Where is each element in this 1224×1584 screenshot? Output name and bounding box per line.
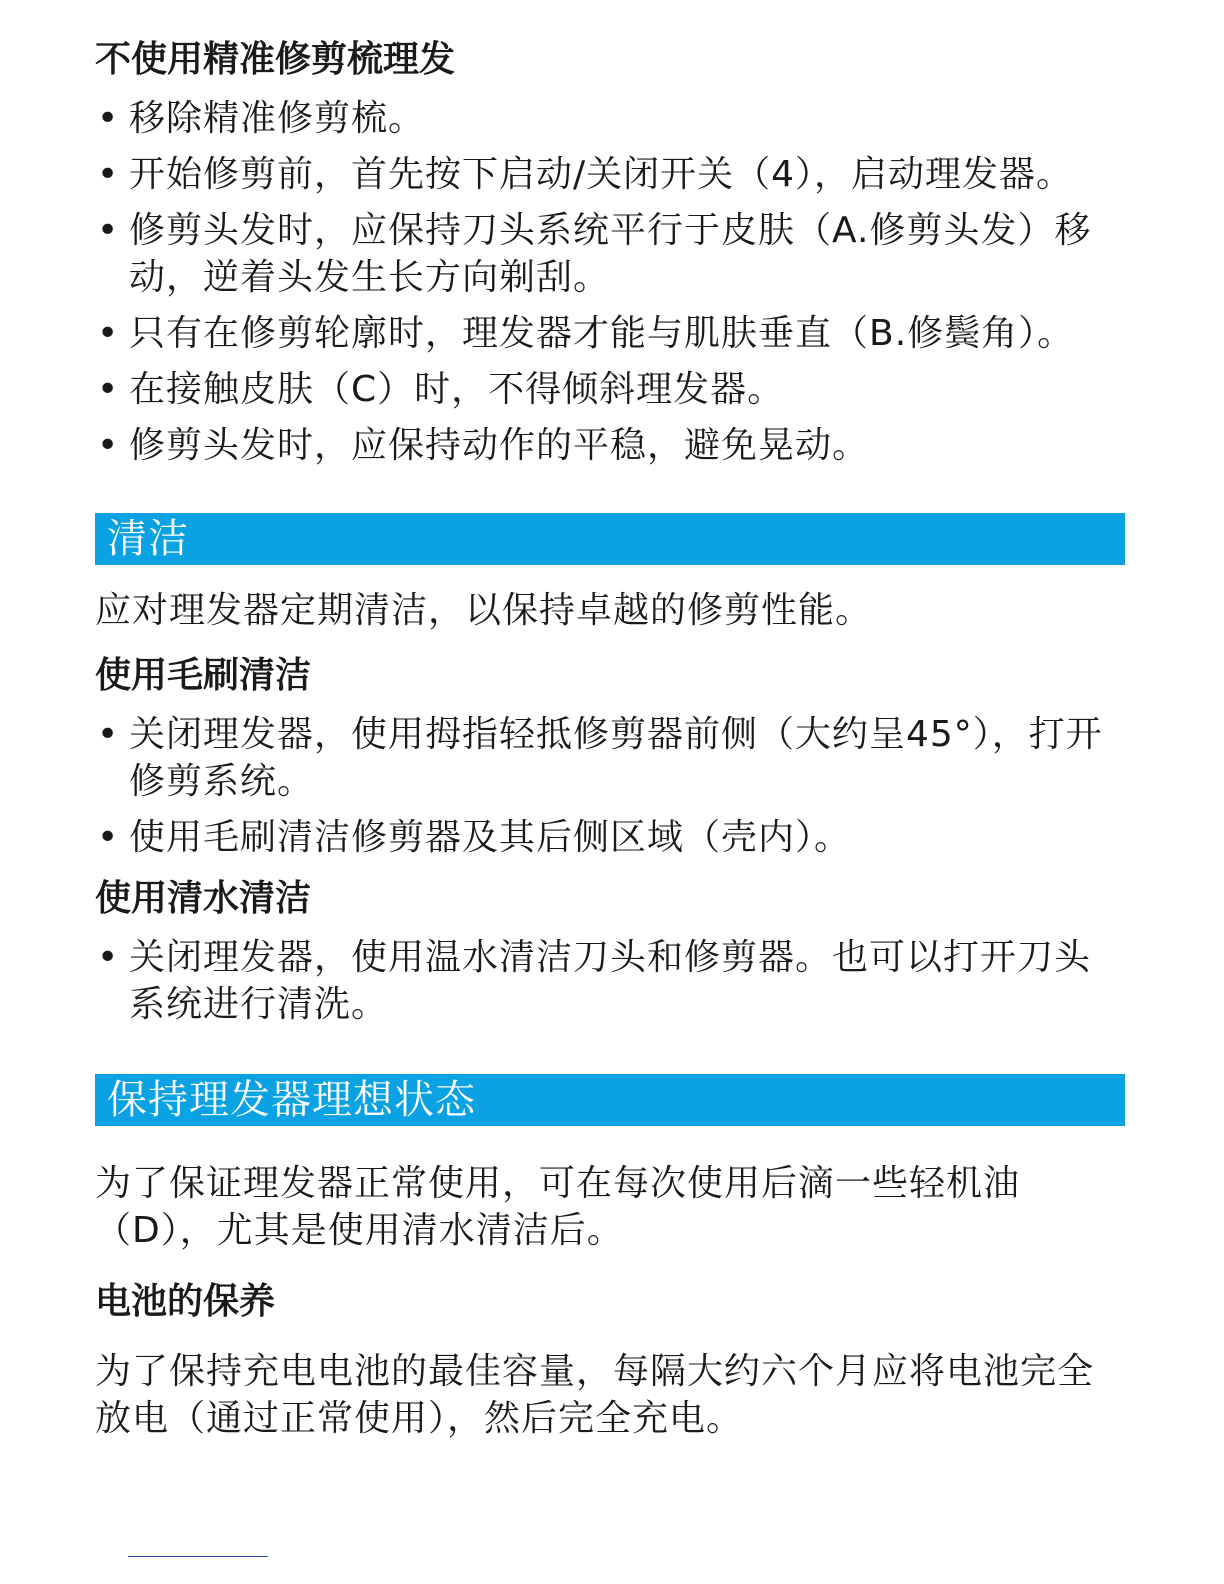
list-item-text: 开始修剪前，首先按下启动/关闭开关（4），启动理发器。 bbox=[129, 154, 1074, 195]
bullet-icon: • bbox=[97, 313, 120, 354]
list-item-text: 关闭理发器，使用拇指轻抵修剪器前侧（大约呈45°），打开修剪系统。 bbox=[129, 714, 1103, 802]
list-item bbox=[95, 95, 1125, 142]
list-item bbox=[95, 422, 1125, 469]
list-item-text: 使用毛刷清洁修剪器及其后侧区域（壳内）。 bbox=[129, 817, 852, 858]
page-content bbox=[95, 34, 1125, 1442]
bullet-list-water bbox=[95, 934, 1125, 1028]
bullet-icon: • bbox=[97, 817, 120, 858]
bullet-list-no-comb bbox=[95, 95, 1125, 469]
subheading-battery-care: 电池的保养 bbox=[95, 1281, 276, 1322]
footer-rule bbox=[128, 1556, 268, 1557]
maintenance-intro: 为了保证理发器正常使用，可在每次使用后滴一些轻机油（D），尤其是使用清水清洁后。 bbox=[95, 1163, 1021, 1251]
list-item-text: 只有在修剪轮廓时，理发器才能与肌肤垂直（B.修鬓角）。 bbox=[129, 313, 1075, 354]
list-item bbox=[95, 814, 1125, 861]
list-item bbox=[95, 934, 1125, 1028]
cleaning-intro: 应对理发器定期清洁，以保持卓越的修剪性能。 bbox=[95, 590, 873, 631]
section-title-cleaning: 清洁 bbox=[107, 516, 189, 562]
list-item-text: 修剪头发时，应保持刀头系统平行于皮肤（A.修剪头发）移动，逆着头发生长方向剃刮。 bbox=[129, 210, 1092, 298]
bullet-list-brush bbox=[95, 711, 1125, 861]
list-item-text: 移除精准修剪梳。 bbox=[129, 98, 426, 139]
bullet-icon: • bbox=[97, 210, 120, 251]
bullet-icon: • bbox=[97, 425, 120, 466]
subheading-brush-cleaning: 使用毛刷清洁 bbox=[95, 655, 312, 696]
list-item bbox=[95, 207, 1125, 301]
bullet-icon: • bbox=[97, 937, 120, 978]
list-item bbox=[95, 366, 1125, 413]
list-item-text: 关闭理发器，使用温水清洁刀头和修剪器。也可以打开刀头系统进行清洗。 bbox=[129, 937, 1092, 1025]
list-item bbox=[95, 151, 1125, 198]
section-title-maintenance: 保持理发器理想状态 bbox=[107, 1077, 476, 1123]
battery-care-text: 为了保持充电电池的最佳容量，每隔大约六个月应将电池完全放电（通过正常使用），然后完全充电。 bbox=[95, 1351, 1095, 1439]
list-item-text: 在接触皮肤（C）时，不得倾斜理发器。 bbox=[129, 369, 785, 410]
bullet-icon: • bbox=[97, 714, 120, 755]
bullet-icon: • bbox=[97, 98, 120, 139]
section-header-cleaning bbox=[95, 513, 1125, 565]
bullet-icon: • bbox=[97, 154, 120, 195]
list-item-text: 修剪头发时，应保持动作的平稳，避免晃动。 bbox=[129, 425, 870, 466]
list-item bbox=[95, 310, 1125, 357]
list-item bbox=[95, 711, 1125, 805]
bullet-icon: • bbox=[97, 369, 120, 410]
subheading-water-cleaning: 使用清水清洁 bbox=[95, 878, 312, 919]
subheading-no-comb: 不使用精准修剪梳理发 bbox=[95, 39, 456, 80]
section-header-maintenance bbox=[95, 1074, 1125, 1126]
